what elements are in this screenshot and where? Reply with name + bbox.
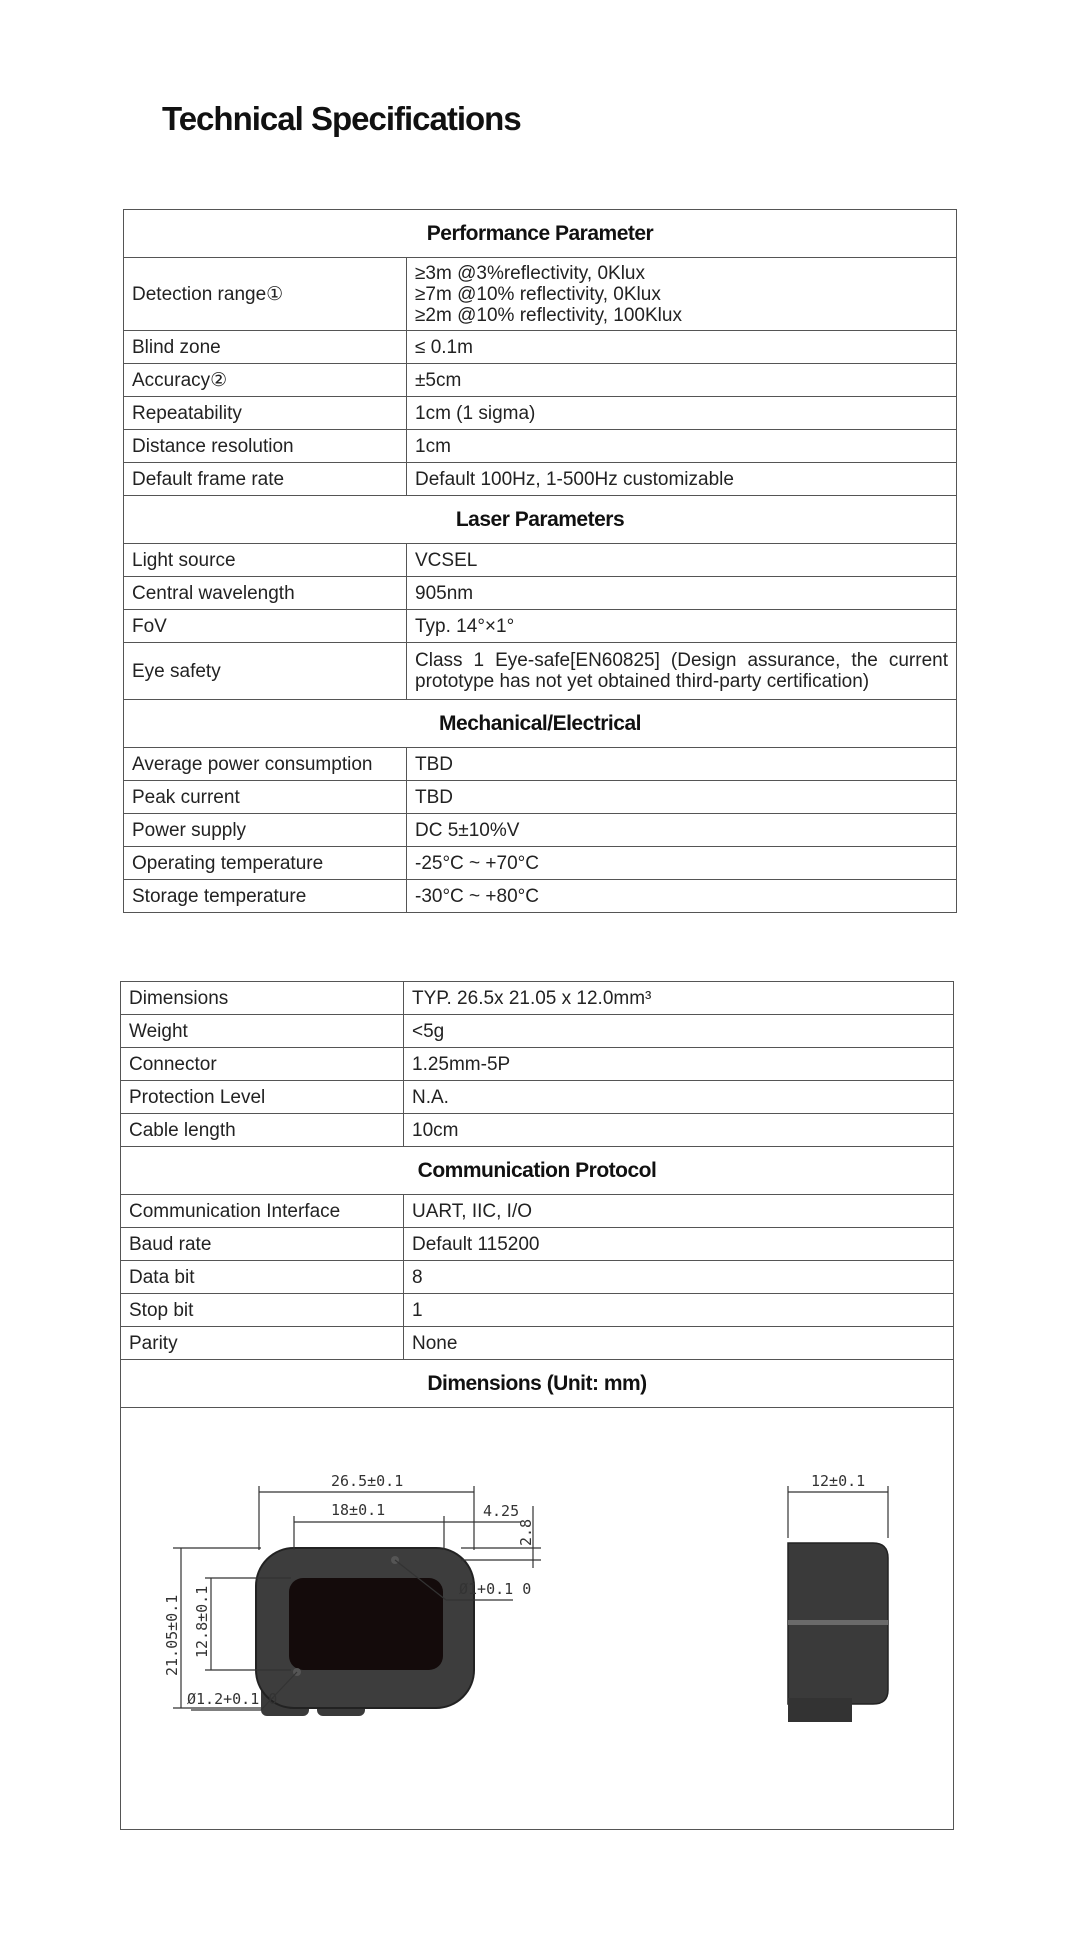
spec-label: Blind zone: [124, 331, 407, 364]
spec-label: Protection Level: [121, 1081, 404, 1114]
table-row: [121, 1015, 954, 1048]
spec-value: <5g: [404, 1015, 954, 1048]
spec-value: DC 5±10%V: [407, 814, 957, 847]
section-header-mechanical: Mechanical/Electrical: [124, 700, 957, 748]
spec-label: Average power consumption: [124, 748, 407, 781]
spec-value: 905nm: [407, 577, 957, 610]
spec-value: ±5cm: [407, 364, 957, 397]
specs-table-performance: [123, 209, 957, 913]
table-row: [121, 1327, 954, 1360]
table-row: [121, 1048, 954, 1081]
spec-value: N.A.: [404, 1081, 954, 1114]
dim-width-total: 26.5±0.1: [331, 1472, 404, 1490]
dim-hole-bottom: Ø1.2+0.1 0: [187, 1690, 278, 1708]
table-row: [124, 610, 957, 643]
section-header-row: [124, 700, 957, 748]
spec-label: Cable length: [121, 1114, 404, 1147]
spec-label: Accuracy②: [124, 364, 407, 397]
table-row: [124, 430, 957, 463]
table-row: [121, 1228, 954, 1261]
spec-label: Eye safety: [124, 643, 407, 700]
spec-label: FoV: [124, 610, 407, 643]
spec-label: Power supply: [124, 814, 407, 847]
spec-value: [407, 643, 957, 700]
table-row: [121, 1081, 954, 1114]
spec-value-line: Class 1 Eye-safe[EN60825] (Design assurance, the current: [415, 650, 948, 671]
spec-value: UART, IIC, I/O: [404, 1195, 954, 1228]
spec-label: Distance resolution: [124, 430, 407, 463]
spec-value: VCSEL: [407, 544, 957, 577]
spec-label: Light source: [124, 544, 407, 577]
table-row: [124, 331, 957, 364]
spec-value: [407, 258, 957, 331]
section-header-row: [121, 1360, 954, 1408]
dim-height-inner: 12.8±0.1: [193, 1585, 211, 1658]
dim-height-total: 21.05±0.1: [163, 1594, 181, 1676]
dim-hole-small: Ø1+0.1 0: [459, 1580, 532, 1598]
table-row: [124, 397, 957, 430]
spec-value: TBD: [407, 781, 957, 814]
spec-value: 1cm (1 sigma): [407, 397, 957, 430]
device-side-seam: [788, 1620, 888, 1625]
section-header-laser: Laser Parameters: [124, 496, 957, 544]
section-header-row: [124, 496, 957, 544]
section-header-row: [124, 210, 957, 258]
spec-value: TBD: [407, 748, 957, 781]
page-title: Technical Specifications: [162, 100, 521, 137]
spec-value: Typ. 14°×1°: [407, 610, 957, 643]
spec-value-line: ≥3m @3%reflectivity, 0Klux: [415, 262, 645, 284]
spec-value: ≤ 0.1m: [407, 331, 957, 364]
device-side-base: [788, 1698, 852, 1722]
spec-value: None: [404, 1327, 954, 1360]
spec-value: -25°C ~ +70°C: [407, 847, 957, 880]
table-row: [121, 1294, 954, 1327]
dim-offset-top: 2.8: [517, 1518, 535, 1546]
spec-label: Central wavelength: [124, 577, 407, 610]
table-row: [121, 1195, 954, 1228]
table-row: [124, 643, 957, 700]
dim-width-inner: 18±0.1: [331, 1501, 386, 1519]
table-row: [121, 982, 954, 1015]
spec-label: Repeatability: [124, 397, 407, 430]
spec-value: 8: [404, 1261, 954, 1294]
spec-value: Default 100Hz, 1-500Hz customizable: [407, 463, 957, 496]
spec-value: -30°C ~ +80°C: [407, 880, 957, 913]
device-lens-window: [289, 1578, 443, 1670]
spec-label: Connector: [121, 1048, 404, 1081]
spec-label: Data bit: [121, 1261, 404, 1294]
table-row: [121, 1261, 954, 1294]
table-row: [124, 814, 957, 847]
front-view: [256, 1548, 474, 1716]
spec-label: Parity: [121, 1327, 404, 1360]
dimension-drawing: [121, 1408, 955, 1829]
dim-offset-right: 4.25: [483, 1502, 520, 1520]
spec-value-line: ≥7m @10% reflectivity, 0Klux: [415, 283, 661, 305]
spec-value: Default 115200: [404, 1228, 954, 1261]
table-row: [124, 364, 957, 397]
table-row: [121, 1114, 954, 1147]
spec-label: Weight: [121, 1015, 404, 1048]
side-view: [788, 1543, 888, 1722]
spec-value: 1cm: [407, 430, 957, 463]
spec-label: Default frame rate: [124, 463, 407, 496]
table-row: [124, 781, 957, 814]
dim-depth: 12±0.1: [811, 1472, 866, 1490]
spec-label: Detection range①: [124, 258, 407, 331]
section-header-row: [121, 1147, 954, 1195]
spec-value-line: ≥2m @10% reflectivity, 100Klux: [415, 304, 682, 326]
specs-table-physical: [120, 981, 954, 1830]
spec-label: Dimensions: [121, 982, 404, 1015]
spec-label: Storage temperature: [124, 880, 407, 913]
table-row: [124, 880, 957, 913]
spec-value: 10cm: [404, 1114, 954, 1147]
spec-label: Stop bit: [121, 1294, 404, 1327]
spec-value-line: prototype has not yet obtained third-party certification): [415, 671, 870, 692]
section-header-dimensions: Dimensions (Unit: mm): [121, 1360, 954, 1408]
table-row: [124, 258, 957, 331]
table-row: [124, 748, 957, 781]
spec-label: Peak current: [124, 781, 407, 814]
spec-value: 1.25mm-5P: [404, 1048, 954, 1081]
table-row: [124, 577, 957, 610]
spec-value: 1: [404, 1294, 954, 1327]
dimension-drawing-cell: [121, 1408, 954, 1830]
section-header-performance: Performance Parameter: [124, 210, 957, 258]
section-header-protocol: Communication Protocol: [121, 1147, 954, 1195]
table-row: [124, 847, 957, 880]
spec-value: TYP. 26.5x 21.05 x 12.0mm³: [404, 982, 954, 1015]
table-row: [124, 544, 957, 577]
table-row: [124, 463, 957, 496]
spec-label: Operating temperature: [124, 847, 407, 880]
drawing-row: [121, 1408, 954, 1830]
spec-label: Baud rate: [121, 1228, 404, 1261]
spec-label: Communication Interface: [121, 1195, 404, 1228]
